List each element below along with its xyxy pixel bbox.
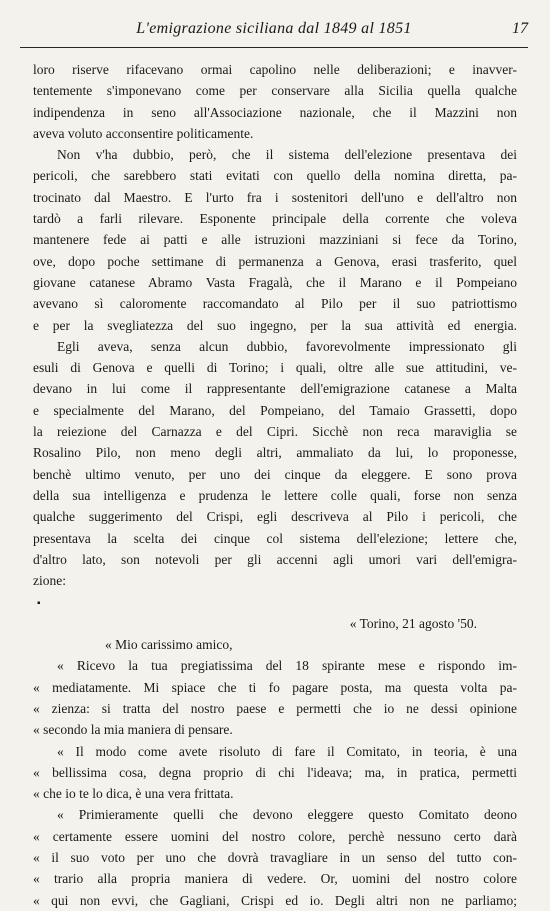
- text-line: e specialmente del Marano, del Pompeiano, del Tamaio Grassetti, dopo: [33, 402, 517, 418]
- text-line: mantenere fede ai patti e alle istruzioni mazziniani si fece da Torino,: [33, 232, 517, 248]
- text-line: esuli di Genova e quelli di Torino; i quali, oltre alle sue attitudini, ve-: [33, 360, 517, 376]
- text-line: e per la svegliatezza del suo ingegno, per la sua attività ed energia.: [33, 317, 517, 333]
- text-line: « zienza: si tratta del nostro paese e permetti che io ne dessi opinione: [33, 700, 517, 716]
- text-line: tentemente s'imponevano come per conservare alla Sicilia quella qualche: [33, 83, 517, 99]
- text-line: « secondo la mia maniera di pensare.: [33, 722, 233, 738]
- letter-dateline: « Torino, 21 agosto '50.: [349, 615, 477, 631]
- running-title: L'emigrazione siciliana dal 1849 al 1851: [136, 20, 412, 37]
- text-line: la reiezione del Carnazza e del Cipri. Sicchè non reca maraviglia se: [33, 424, 517, 440]
- text-line: indipendenza in seno all'Associazione nazionale, che il Mazzini non: [33, 104, 517, 120]
- text-line: della sua intelligenza e prudenza le lettere colle quali, forse non senza: [33, 487, 517, 503]
- text-line: « mediatamente. Mi spiace che ti fo pagare posta, ma questa volta pa-: [33, 679, 517, 695]
- text-line: « qui non evvi, che Gagliani, Crispi ed io. Degli altri non ne parliamo;: [33, 892, 517, 908]
- text-line: devano in lui come il rappresentante dell'emigrazione catanese a Malta: [33, 381, 517, 397]
- stray-mark: ▪: [37, 598, 41, 610]
- text-line: benchè ultimo venuto, per uno dei cinque da eleggere. E sono prova: [33, 466, 517, 482]
- text-line: presentava la scelta dei cinque col sistema dell'elezione; lettere che,: [33, 530, 517, 546]
- header-rule: [20, 47, 528, 48]
- text-line: « Ricevo la tua pregiatissima del 18 spirante mese e rispondo im-: [57, 658, 517, 674]
- text-line: aveva voluto acconsentire politicamente.: [33, 125, 254, 141]
- text-line: trocinato dal Maestro. E l'urto fra i sostenitori dell'uno e dell'altro non: [33, 189, 517, 205]
- text-line: « bellissima cosa, degna proprio di chi l'ideava; ma, in pratica, permetti: [33, 764, 517, 780]
- text-line: « il suo voto per uno che dovrà travagliare in un senso del tutto con-: [33, 849, 517, 865]
- text-line: ove, dopo poche settimane di permanenza a Genova, erasi trasferito, quel: [33, 253, 517, 269]
- text-line: « trario alla propria maniera di vedere. Or, uomini del nostro colore: [33, 871, 517, 887]
- text-line: zione:: [33, 573, 66, 589]
- body-text: [33, 59, 517, 911]
- text-line: qualche suggerimento del Crispi, egli descriveva al Pilo i pericoli, che: [33, 509, 517, 525]
- text-line: Egli aveva, senza alcun dubbio, favorevolmente impressionato gli: [57, 338, 517, 354]
- text-line: avevano sì caloromente raccomandato al Pilo per il suo patriottismo: [33, 296, 517, 312]
- text-line: Rosalino Pilo, non meno degli altri, ammaliato da lui, lo proponesse,: [33, 445, 517, 461]
- page-number: 17: [512, 20, 528, 37]
- text-line: giovane catanese Abramo Vasta Fragalà, che il Marano e il Pompeiano: [33, 274, 517, 290]
- text-line: Non v'ha dubbio, però, che il sistema dell'elezione presentava dei: [57, 147, 517, 163]
- letter-salutation: « Mio carissimo amico,: [105, 637, 233, 653]
- running-header: [20, 18, 528, 44]
- text-line: tardò a farli rilevare. Esponente principale della corrente che voleva: [33, 211, 517, 227]
- text-line: « che io te lo dica, è una vera frittata.: [33, 786, 234, 802]
- text-line: « Primieramente quelli che devono eleggere questo Comitato deono: [57, 807, 517, 823]
- text-line: pericoli, che sarebbero stati evitati con quello della nomina diretta, pa-: [33, 168, 517, 184]
- text-line: « Il modo come avete risoluto di fare il Comitato, in teoria, è una: [57, 743, 517, 759]
- text-line: loro riserve rifacevano ormai capolino nelle deliberazioni; e inavver-: [33, 62, 517, 77]
- text-line: « certamente essere uomini del nostro colore, perchè nessuno certo darà: [33, 828, 517, 844]
- text-line: d'altro lato, son notevoli per gli accenni agli umori vari dell'emigra-: [33, 551, 517, 567]
